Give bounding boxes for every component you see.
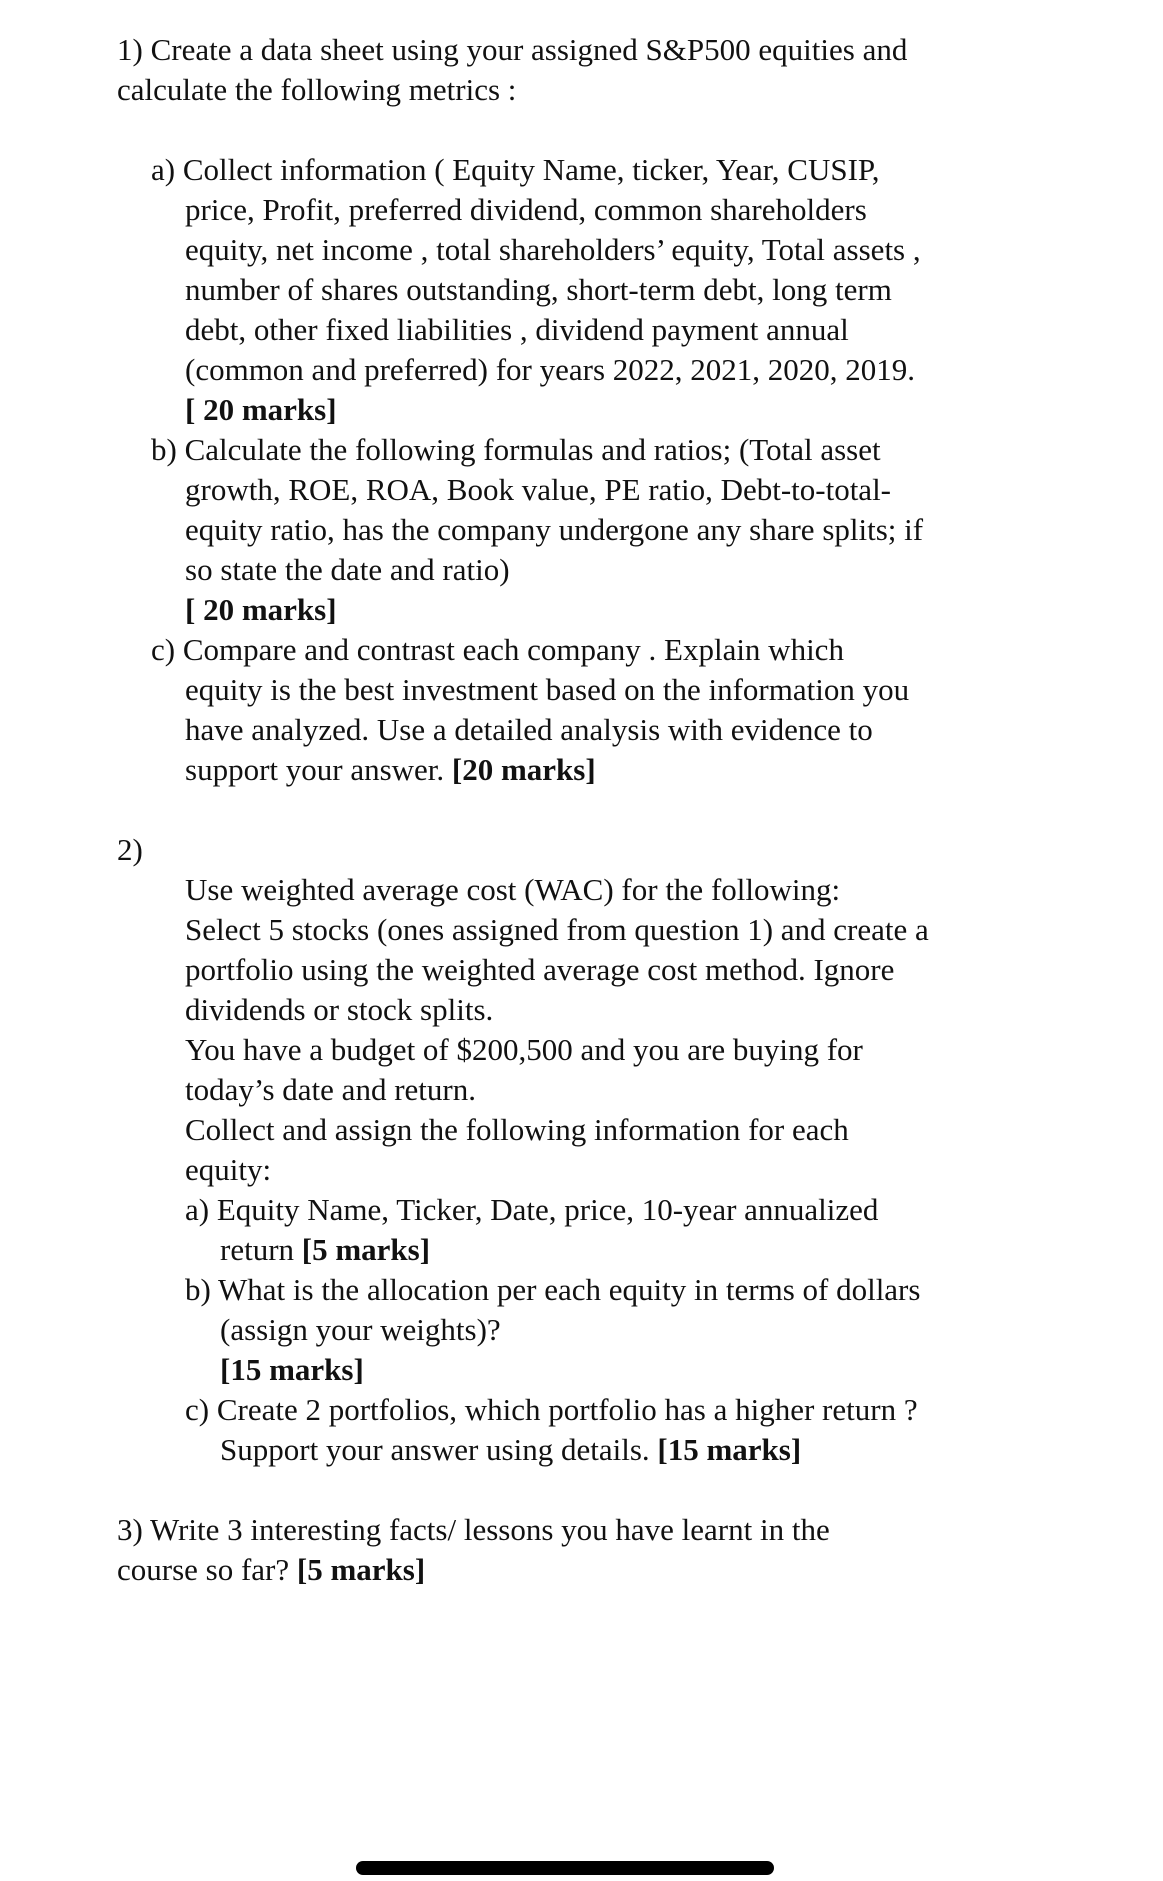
question-1a-line: debt, other fixed liabilities , dividend payment annual xyxy=(185,312,849,347)
marks-label: [ 20 marks] xyxy=(185,392,337,427)
marks-label: [20 marks] xyxy=(451,752,596,787)
question-2-line: Collect and assign the following information for each xyxy=(185,1112,849,1147)
question-3-line: 3) Write 3 interesting facts/ lessons you have learnt in the xyxy=(117,1512,830,1547)
question-1-line-1: 1) Create a data sheet using your assigned S&P500 equities and xyxy=(117,32,908,67)
question-2b-line: (assign your weights)? xyxy=(220,1312,501,1347)
question-1c-line: have analyzed. Use a detailed analysis with evidence to xyxy=(185,712,873,747)
question-1c-line: c) Compare and contrast each company . Explain which xyxy=(151,632,844,667)
question-2b-line: b) What is the allocation per each equity in terms of dollars xyxy=(185,1272,921,1307)
marks-label: [5 marks] xyxy=(296,1552,426,1587)
question-2c-line: c) Create 2 portfolios, which portfolio has a higher return ? xyxy=(185,1392,918,1427)
question-1b-line: so state the date and ratio) xyxy=(185,552,510,587)
marks-label: [ 20 marks] xyxy=(185,592,337,627)
question-2-line: Select 5 stocks (ones assigned from question 1) and create a xyxy=(185,912,929,947)
question-2c-text: Support your answer using details. xyxy=(220,1432,658,1467)
question-1-line-2: calculate the following metrics : xyxy=(117,72,517,107)
question-1a-line: a) Collect information ( Equity Name, ticker, Year, CUSIP, xyxy=(151,152,880,187)
question-1b-line: equity ratio, has the company undergone any share splits; if xyxy=(185,512,924,547)
marks-label: [15 marks] xyxy=(657,1432,802,1467)
question-3-text: course so far? xyxy=(117,1552,297,1587)
question-1c-line xyxy=(185,750,596,790)
question-1a-line: number of shares outstanding, short-term debt, long term xyxy=(185,272,892,307)
question-1a-marks xyxy=(185,390,337,430)
question-2-line: portfolio using the weighted average cost method. Ignore xyxy=(185,952,895,987)
question-1c-last-text: support your answer. xyxy=(185,752,452,787)
question-2b-marks xyxy=(220,1350,364,1390)
home-indicator-bar[interactable] xyxy=(356,1861,774,1875)
question-2-line: Use weighted average cost (WAC) for the following: xyxy=(185,872,841,907)
question-2a-line: a) Equity Name, Ticker, Date, price, 10-year annualized xyxy=(185,1192,879,1227)
question-2c-line xyxy=(220,1430,801,1470)
question-2-line: today’s date and return. xyxy=(185,1072,476,1107)
marks-label: [15 marks] xyxy=(220,1352,364,1387)
question-1b-line: growth, ROE, ROA, Book value, PE ratio, Debt-to-total- xyxy=(185,472,892,507)
question-3-line xyxy=(117,1550,425,1590)
question-2-line: dividends or stock splits. xyxy=(185,992,494,1027)
marks-label: [5 marks] xyxy=(301,1232,431,1267)
question-2a-text: return xyxy=(220,1232,302,1267)
question-2-number: 2) xyxy=(117,832,143,867)
question-1a-line: price, Profit, preferred dividend, common shareholders xyxy=(185,192,867,227)
question-1a-line: equity, net income , total shareholders’ equity, Total assets , xyxy=(185,232,921,267)
question-2-line: equity: xyxy=(185,1152,272,1187)
question-2a-line xyxy=(220,1230,430,1270)
question-1b-line: b) Calculate the following formulas and ratios; (Total asset xyxy=(151,432,881,467)
question-1c-line: equity is the best investment based on the information you xyxy=(185,672,910,707)
question-1a-line: (common and preferred) for years 2022, 2021, 2020, 2019. xyxy=(185,352,916,387)
question-2-line: You have a budget of $200,500 and you are buying for xyxy=(185,1032,863,1067)
question-1b-marks xyxy=(185,590,337,630)
